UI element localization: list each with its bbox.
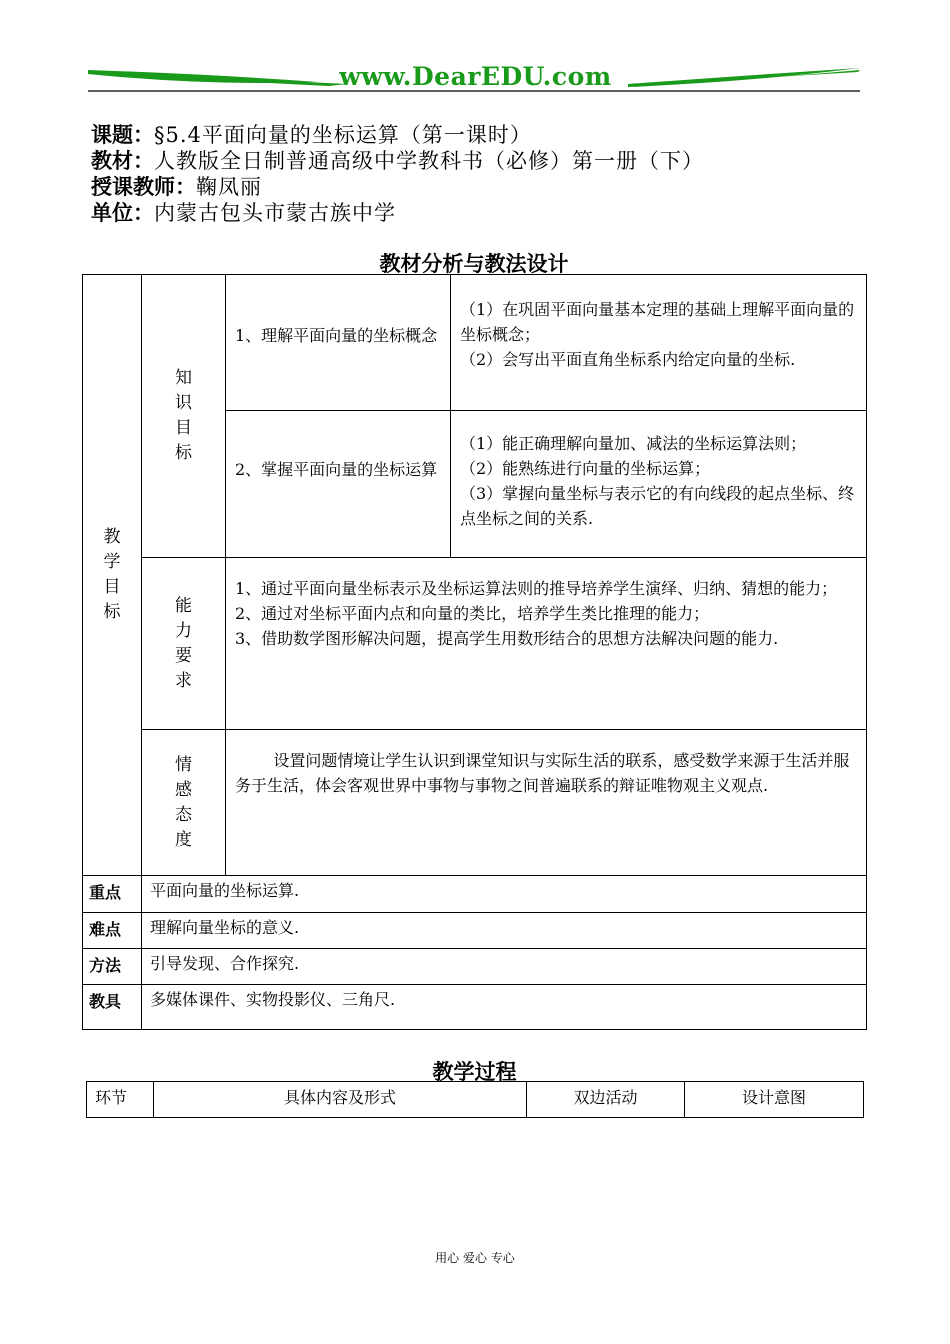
process-table <box>86 1081 864 1118</box>
ability-label: 能力要求 <box>142 558 226 730</box>
knowledge-point-2: 2、掌握平面向量的坐标运算 <box>226 411 451 558</box>
emotion-content: 设置问题情境让学生认识到课堂知识与实际生活的联系，感受数学来源于生活并服务于生活，体会客观世界中事物与事物之间普遍联系的辩证唯物观主义观点. <box>226 730 867 876</box>
difficulty-label: 难点 <box>83 913 142 949</box>
header-line-teacher: 授课教师：鞠凤丽 <box>91 175 262 199</box>
tools-text: 多媒体课件、实物投影仪、三角尺. <box>142 985 867 1030</box>
page-footer: 用心 爱心 专心 <box>435 1251 515 1265</box>
banner-text: www.DearEDU.com <box>339 62 612 91</box>
process-header-stage: 环节 <box>87 1082 154 1118</box>
emotion-label: 情感态度 <box>142 730 226 876</box>
knowledge-point-1: 1、理解平面向量的坐标概念 <box>226 275 451 411</box>
key-point-label: 重点 <box>83 876 142 913</box>
lesson-header <box>91 122 704 226</box>
process-header-content: 具体内容及形式 <box>154 1082 527 1118</box>
analysis-table <box>82 274 867 1030</box>
header-line-unit: 单位：内蒙古包头市蒙古族中学 <box>91 201 396 225</box>
site-banner <box>88 60 863 96</box>
knowledge-goal-label: 知识目标 <box>142 275 226 558</box>
method-label: 方法 <box>83 949 142 985</box>
header-line-topic: 课题：§5.4平面向量的坐标运算（第一课时） <box>91 123 532 147</box>
difficulty-text: 理解向量坐标的意义. <box>142 913 867 949</box>
tools-label: 教具 <box>83 985 142 1030</box>
method-text: 引导发现、合作探究. <box>142 949 867 985</box>
process-header-activity: 双边活动 <box>527 1082 685 1118</box>
knowledge-details-2: （1）能正确理解向量加、减法的坐标运算法则； （2）能熟练进行向量的坐标运算； （3）掌握向量坐标与表示它的有向线段的起点坐标、终点坐标之间的关系. <box>451 411 867 558</box>
analysis-title: 教材分析与教法设计 <box>379 252 569 276</box>
key-point-text: 平面向量的坐标运算. <box>142 876 867 913</box>
process-title: 教学过程 <box>432 1060 517 1084</box>
ability-content: 1、通过平面向量坐标表示及坐标运算法则的推导培养学生演绎、归纳、猜想的能力； 2、通过对坐标平面内点和向量的类比，培养学生类比推理的能力； 3、借助数学图形解决问题，提高学生用数形结合的思想方法解决问题的能力. <box>226 558 867 730</box>
process-header-intent: 设计意图 <box>685 1082 864 1118</box>
knowledge-details-1: （1）在巩固平面向量基本定理的基础上理解平面向量的坐标概念； （2）会写出平面直角坐标系内给定向量的坐标. <box>451 275 867 411</box>
teaching-goal-label: 教学目标 <box>83 275 142 876</box>
header-line-textbook: 教材：人教版全日制普通高级中学教科书（必修）第一册（下） <box>91 149 704 173</box>
